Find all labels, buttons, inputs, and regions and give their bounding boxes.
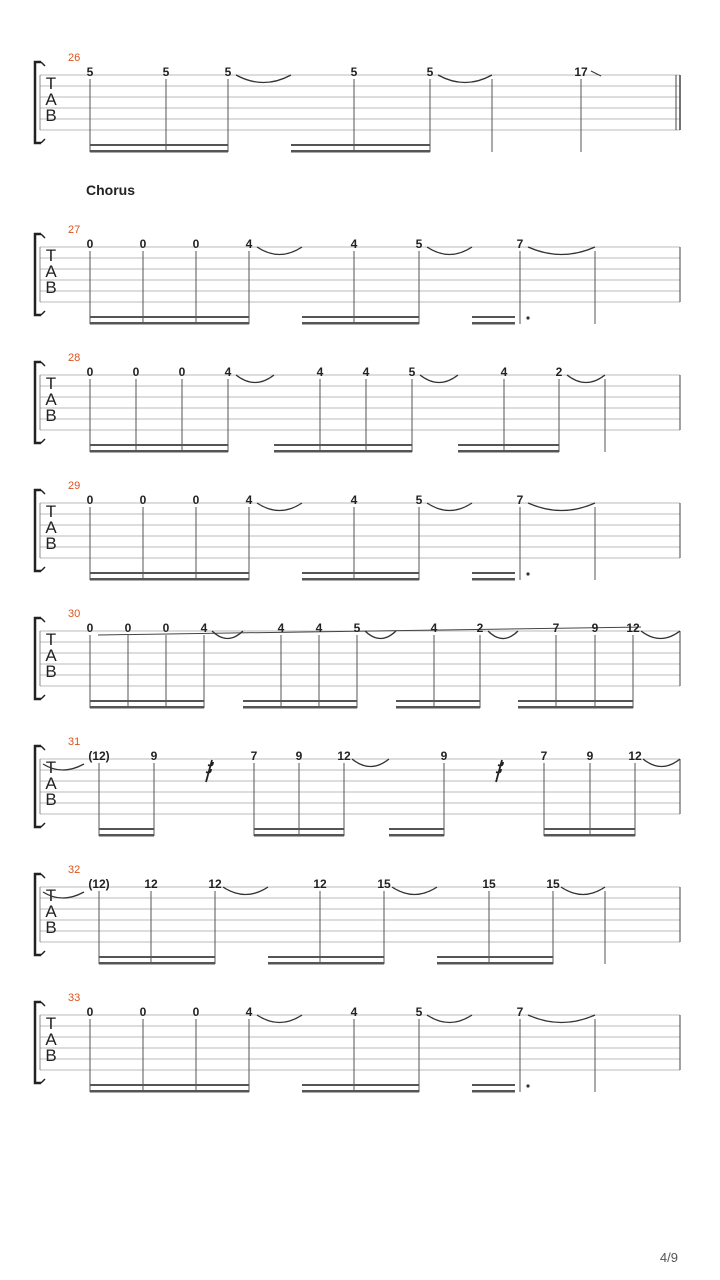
fret-number: 4 [277, 621, 285, 635]
fret-number: 7 [552, 621, 560, 635]
fret-number: 5 [162, 65, 170, 79]
fret-number: 4 [316, 365, 324, 379]
fret-number: 4 [430, 621, 438, 635]
fret-number: 2 [476, 621, 484, 635]
fret-number: 9 [586, 749, 594, 763]
beam-secondary [90, 1084, 249, 1086]
tab-clef-letter: T [45, 1014, 57, 1033]
fret-number: 4 [362, 365, 370, 379]
beam-secondary [472, 1084, 515, 1086]
fret-number: 0 [124, 621, 132, 635]
measure-number: 30 [68, 608, 81, 620]
measure-number: 33 [68, 992, 81, 1004]
tie-arc [528, 1015, 595, 1023]
tab-clef-letter: B [45, 662, 57, 681]
tab-clef-letter: A [45, 902, 57, 921]
section-label-chorus: Chorus [86, 182, 135, 198]
fret-number: 9 [150, 749, 158, 763]
fret-number: 0 [192, 1005, 200, 1019]
fret-number: 2 [555, 365, 563, 379]
tab-clef-letter: T [45, 758, 57, 777]
tab-clef-letter: A [45, 390, 57, 409]
fret-number: 0 [139, 1005, 147, 1019]
rhythm-dot [526, 1084, 529, 1087]
measure-number: 27 [68, 224, 81, 236]
fret-number: 5 [408, 365, 416, 379]
fret-number: 4 [315, 621, 323, 635]
tab-clef-letter: A [45, 1030, 57, 1049]
fret-number: 0 [139, 237, 147, 251]
beam [472, 1090, 515, 1093]
fret-number: 17 [574, 65, 588, 79]
fret-number: 0 [86, 237, 94, 251]
beam [302, 1090, 419, 1093]
tab-clef-letter: A [45, 646, 57, 665]
fret-number: 4 [245, 1005, 253, 1019]
fret-number: 4 [200, 621, 208, 635]
measure-number: 29 [68, 480, 81, 492]
fret-number: 0 [86, 1005, 94, 1019]
tab-clef-letter: A [45, 774, 57, 793]
tab-clef-letter: B [45, 106, 57, 125]
fret-number: 5 [86, 65, 94, 79]
fret-number: 5 [415, 1005, 423, 1019]
tab-clef-letter: B [45, 534, 57, 553]
fret-number: 12 [208, 877, 222, 891]
fret-number: 12 [144, 877, 158, 891]
tab-clef-letter: B [45, 1046, 57, 1065]
fret-number: 7 [540, 749, 548, 763]
tab-clef-letter: A [45, 518, 57, 537]
fret-number: 15 [546, 877, 560, 891]
fret-number: 5 [415, 493, 423, 507]
tab-clef-letter: B [45, 406, 57, 425]
fret-number: 9 [295, 749, 303, 763]
fret-number: 7 [516, 1005, 524, 1019]
fret-number: 7 [250, 749, 258, 763]
fret-number: 0 [178, 365, 186, 379]
fret-number: 5 [224, 65, 232, 79]
tab-clef-letter: A [45, 90, 57, 109]
beam [90, 1090, 249, 1093]
fret-number: 12 [626, 621, 640, 635]
measure-number: 28 [68, 352, 81, 364]
fret-number: 0 [192, 493, 200, 507]
tab-clef-letter: A [45, 262, 57, 281]
fret-number: 12 [313, 877, 327, 891]
tab-clef-letter: B [45, 790, 57, 809]
fret-number: 7 [516, 237, 524, 251]
measure-number: 32 [68, 864, 81, 876]
fret-number: 15 [482, 877, 496, 891]
fret-number: 5 [426, 65, 434, 79]
fret-number: 4 [245, 237, 253, 251]
fret-number: (12) [88, 877, 110, 891]
fret-number: 0 [86, 621, 94, 635]
fret-number: 4 [245, 493, 253, 507]
fret-number: 4 [350, 237, 358, 251]
fret-number: 7 [516, 493, 524, 507]
tie-arc [427, 1015, 472, 1023]
fret-number: (12) [88, 749, 110, 763]
tab-clef-letter: B [45, 918, 57, 937]
fret-number: 9 [591, 621, 599, 635]
fret-number: 5 [350, 65, 358, 79]
fret-number: 15 [377, 877, 391, 891]
fret-number: 0 [139, 493, 147, 507]
fret-number: 9 [440, 749, 448, 763]
tie-arc [257, 1015, 302, 1023]
tab-clef-letter: T [45, 886, 57, 905]
fret-number: 4 [500, 365, 508, 379]
fret-number: 12 [337, 749, 351, 763]
fret-number: 4 [224, 365, 232, 379]
beam-secondary [302, 1084, 419, 1086]
fret-number: 0 [192, 237, 200, 251]
measure-number: 26 [68, 52, 81, 64]
tab-clef-letter: T [45, 630, 57, 649]
fret-number: 12 [628, 749, 642, 763]
fret-number: 4 [350, 493, 358, 507]
fret-number: 0 [86, 365, 94, 379]
fret-number: 0 [132, 365, 140, 379]
fret-number: 5 [415, 237, 423, 251]
tab-clef-letter: T [45, 246, 57, 265]
page-number: 4/9 [659, 1250, 678, 1265]
tab-clef-letter: T [45, 502, 57, 521]
measure-number: 31 [68, 736, 81, 748]
tab-clef-letter: T [45, 74, 57, 93]
fret-number: 5 [353, 621, 361, 635]
tab-clef-letter: T [45, 374, 57, 393]
fret-number: 0 [86, 493, 94, 507]
fret-number: 0 [162, 621, 170, 635]
fret-number: 4 [350, 1005, 358, 1019]
tab-clef-letter: B [45, 278, 57, 297]
